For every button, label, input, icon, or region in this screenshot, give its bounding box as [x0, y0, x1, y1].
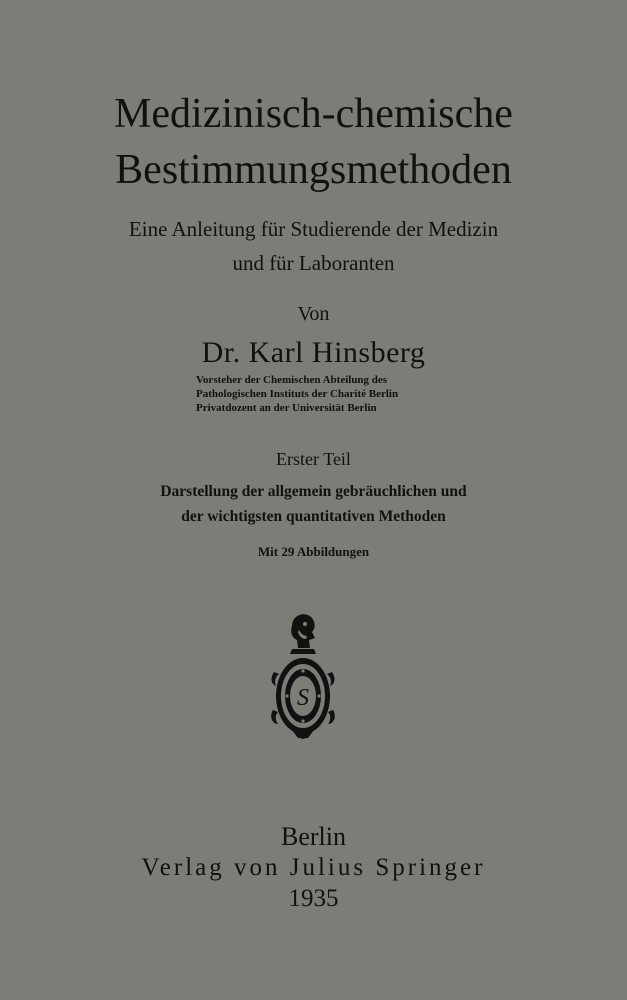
affiliation-line-2: Pathologischen Instituts der Charité Berlin — [196, 388, 399, 400]
subtitle-line-2: und für Laboranten — [232, 251, 395, 275]
title-line-1: Medizinisch-chemische — [114, 91, 513, 137]
author-affiliation — [196, 373, 496, 415]
part-description-line-2: der wichtigsten quantitativen Methoden — [181, 508, 446, 525]
affiliation-line-3: Privatdozent an der Universität Berlin — [196, 402, 377, 414]
springer-knight-logo — [268, 612, 338, 742]
part-label: Erster Teil — [276, 449, 351, 469]
subtitle-line-1: Eine Anleitung für Studierende der Medizin — [128, 217, 499, 241]
figures-note: Mit 29 Abbildungen — [257, 544, 370, 559]
publisher-name: Verlag von Julius Springer — [141, 854, 486, 881]
publisher-mark-letter: S — [297, 685, 309, 711]
part-description-line-1: Darstellung der allgemein gebräuchlichen und — [160, 483, 467, 500]
affiliation-line-1: Vorsteher der Chemischen Abteilung des — [196, 374, 388, 386]
author-name: Dr. Karl Hinsberg — [201, 336, 426, 369]
title-line-2: Bestimmungsmethoden — [115, 147, 512, 193]
publication-year: 1935 — [288, 885, 339, 912]
publication-city: Berlin — [281, 822, 346, 851]
by-label: Von — [297, 303, 330, 325]
